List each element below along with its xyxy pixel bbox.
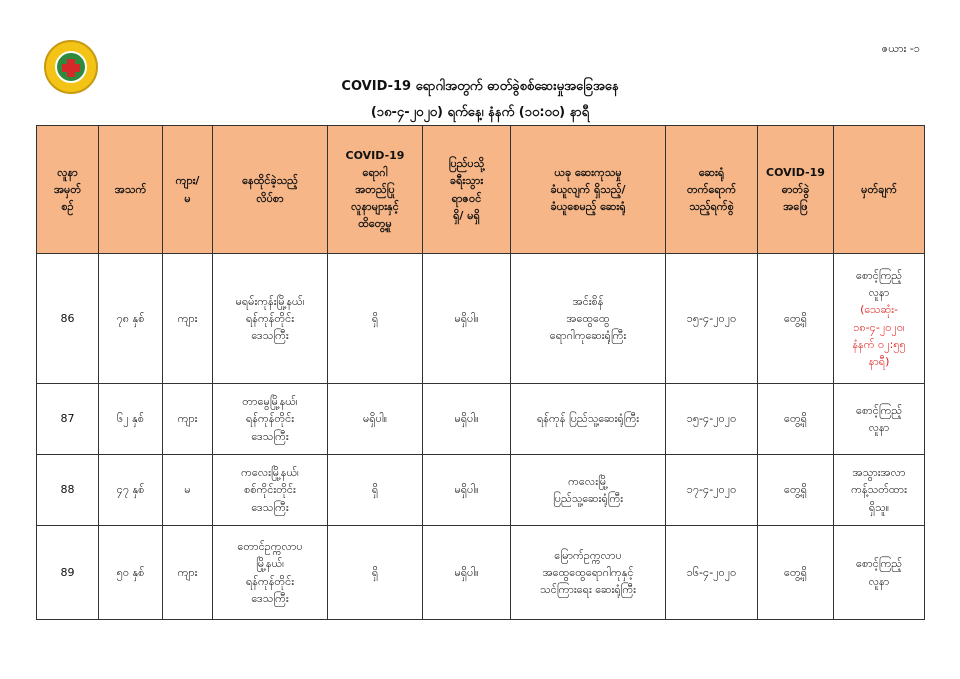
- col-header-sex: ကျား/ မ: [163, 126, 213, 254]
- col-header-hospital: ယခု ဆေးကုသမှု ခံယူလျက် ရှိသည့်/ ခံယူစေမည့် ဆေးရုံ: [511, 126, 666, 254]
- cell-remark: အသွားအလာ ကန့်သတ်ထား ရှိသူ။: [834, 455, 925, 526]
- cell-travel: မရှိပါ။: [423, 254, 511, 384]
- col-header-no: လူနာ အမှတ် စဉ်: [37, 126, 99, 254]
- cell-remark: စောင့်ကြည့် လူနာ: [834, 384, 925, 455]
- cell-contact: ရှိ: [328, 254, 423, 384]
- cell-result: တွေ့ရှိ: [758, 526, 834, 620]
- cell-address: ကလေးမြို့နယ်၊ စစ်ကိုင်းတိုင်း ဒေသကြီး: [213, 455, 328, 526]
- page-reference: ဇယား -၁: [881, 42, 920, 55]
- cell-admit-date: ၁၆-၄-၂၀၂၀: [666, 526, 758, 620]
- cell-age: ၆၂ နှစ်: [99, 384, 163, 455]
- col-header-result: COVID-19 ဓာတ်ခွဲ အဖြေ: [758, 126, 834, 254]
- cell-hospital: ကလေးမြို့ ပြည်သူ့ဆေးရုံကြီး: [511, 455, 666, 526]
- col-header-travel: ပြည်ပသို့ ခရီးသွား ရာဇဝင် ရှိ/ မရှိ: [423, 126, 511, 254]
- cell-admit-date: ၁၅-၄-၂၀၂၀: [666, 384, 758, 455]
- cell-age: ၅၀ နှစ်: [99, 526, 163, 620]
- col-header-admit-date: ဆေးရုံ တက်ရောက် သည့်ရက်စွဲ: [666, 126, 758, 254]
- cell-contact: မရှိပါ။: [328, 384, 423, 455]
- cell-hospital: မြောက်ဥက္ကလာပ အထွေထွေရောဂါကုနှင့် သင်ကြားရေး ဆေးရုံကြီး: [511, 526, 666, 620]
- cell-hospital: ရန်ကုန် ပြည်သူ့ဆေးရုံကြီး: [511, 384, 666, 455]
- remark-death-note: (သေဆုံး- ၁၈-၄-၂၀၂၀၊ နံနက် ၀၂:၅၅ နာရီ): [852, 303, 906, 368]
- cell-result: တွေ့ရှိ: [758, 254, 834, 384]
- cell-travel: မရှိပါ။: [423, 455, 511, 526]
- cell-sex: ကျား: [163, 384, 213, 455]
- cell-sex: ကျား: [163, 254, 213, 384]
- cell-result: တွေ့ရှိ: [758, 455, 834, 526]
- cell-address: တောင်ဥက္ကလာပ မြို့နယ်၊ ရန်ကုန်တိုင်း ဒေသကြီး: [213, 526, 328, 620]
- cell-no: 88: [37, 455, 99, 526]
- cell-contact: ရှိ: [328, 455, 423, 526]
- cell-travel: မရှိပါ။: [423, 384, 511, 455]
- cell-address: တာမွေမြို့နယ်၊ ရန်ကုန်တိုင်း ဒေသကြီး: [213, 384, 328, 455]
- cell-travel: မရှိပါ။: [423, 526, 511, 620]
- table-header-row: [37, 126, 925, 254]
- table-row: [37, 384, 925, 455]
- col-header-contact: COVID-19 ရောဂါ အတည်ပြု လူနာများနှင့် ထိတွေ့မှု: [328, 126, 423, 254]
- cell-address: မရမ်းကုန်းမြို့နယ်၊ ရန်ကုန်တိုင်း ဒေသကြီး: [213, 254, 328, 384]
- cell-age: ၇၈ နှစ်: [99, 254, 163, 384]
- cell-admit-date: ၁၇-၄-၂၀၂၀: [666, 455, 758, 526]
- case-table: [36, 125, 925, 620]
- report-date-time: (၁၈-၄-၂၀၂၀) ရက်နေ့၊ နံနက် (၁၀:၀၀) နာရီ: [370, 105, 590, 120]
- col-header-address: နေထိုင်ခဲ့သည့် လိပ်စာ: [213, 126, 328, 254]
- cell-no: 87: [37, 384, 99, 455]
- cell-no: 89: [37, 526, 99, 620]
- cell-no: 86: [37, 254, 99, 384]
- cell-result: တွေ့ရှိ: [758, 384, 834, 455]
- cell-sex: မ: [163, 455, 213, 526]
- col-header-age: အသက်: [99, 126, 163, 254]
- table-row: [37, 455, 925, 526]
- cell-remark: စောင့်ကြည့် လူနာ: [834, 526, 925, 620]
- report-title: COVID-19 ရောဂါအတွက် ဓာတ်ခွဲစစ်ဆေးမှုအခြေအနေ: [341, 79, 619, 94]
- table-row: [37, 254, 925, 384]
- cell-remark: [834, 254, 925, 384]
- col-header-remark: မှတ်ချက်: [834, 126, 925, 254]
- cell-admit-date: ၁၅-၄-၂၀၂၀: [666, 254, 758, 384]
- cell-hospital: အင်းစိန် အထွေထွေ ရောဂါကုဆေးရုံကြီး: [511, 254, 666, 384]
- remark-text: စောင့်ကြည့် လူနာ: [855, 269, 903, 300]
- table-row: [37, 526, 925, 620]
- cell-contact: ရှိ: [328, 526, 423, 620]
- cell-age: ၄၇ နှစ်: [99, 455, 163, 526]
- cell-sex: ကျား: [163, 526, 213, 620]
